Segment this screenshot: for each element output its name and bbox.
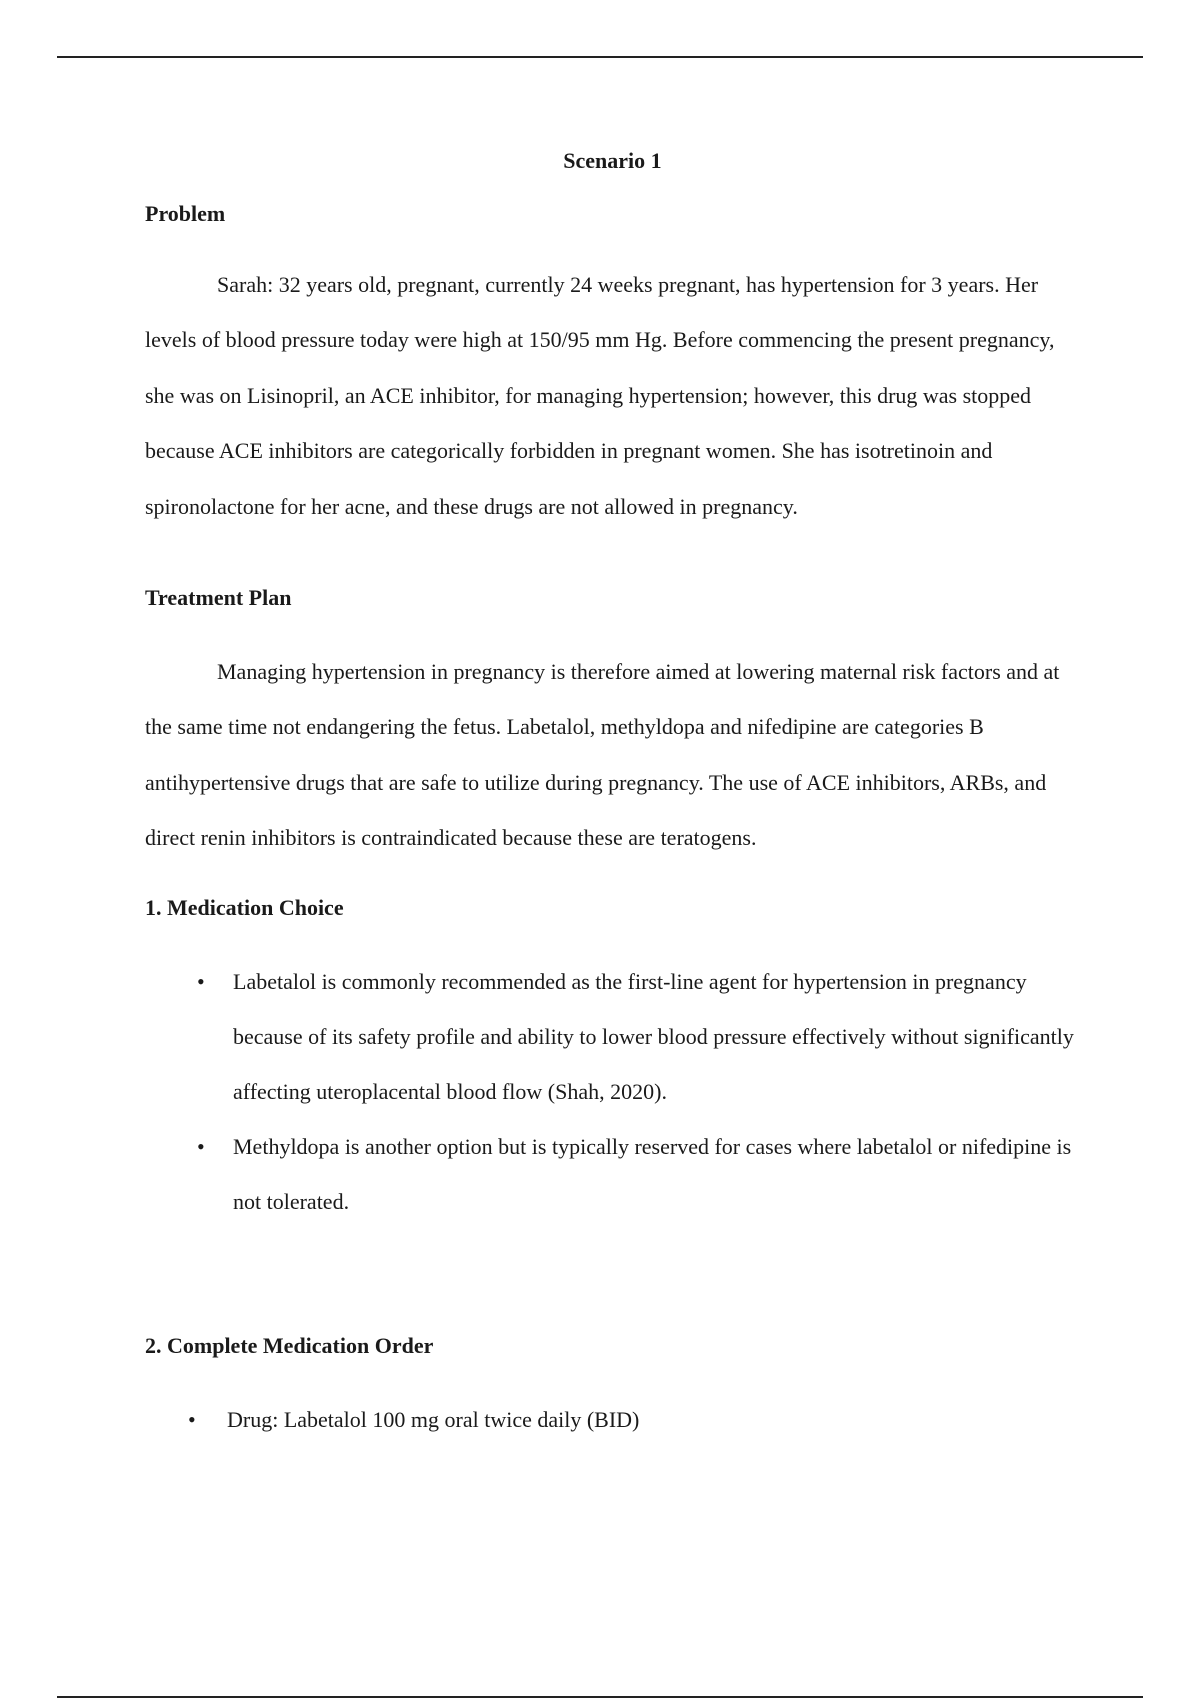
list-item-text: Methyldopa is another option but is typically reserved for cases where labetalol or nifedipine is not tolerated. bbox=[233, 1134, 1072, 1214]
medication-choice-list bbox=[145, 954, 1080, 1229]
list-item bbox=[145, 1392, 1080, 1447]
treatment-plan-paragraph bbox=[145, 644, 1080, 866]
problem-text: Sarah: 32 years old, pregnant, currently 24 weeks pregnant, has hypertension for 3 years. Her levels of blood pressure today were high at 150/95 mm Hg. Before commencing the present pregnancy, she was on Lisinopril, an ACE inhibitor, for managing hypertension; however, this drug was stopped because ACE inhibitors are categorically forbidden in pregnant women. She has isotretinoin and spironolactone for her acne, and these drugs are not allowed in pregnancy. bbox=[145, 272, 1055, 519]
bullet-icon: • bbox=[197, 1134, 205, 1159]
footer-rule bbox=[57, 1696, 1143, 1698]
list-item bbox=[145, 954, 1080, 1119]
section-heading-treatment-plan: Treatment Plan bbox=[145, 585, 292, 610]
bullet-icon: • bbox=[197, 969, 205, 994]
section-heading-problem: Problem bbox=[145, 201, 226, 226]
problem-paragraph bbox=[145, 257, 1080, 534]
page-title: Scenario 1 bbox=[563, 148, 662, 173]
list-item-text: Drug: Labetalol 100 mg oral twice daily (BID) bbox=[227, 1407, 640, 1432]
treatment-plan-text: Managing hypertension in pregnancy is therefore aimed at lowering maternal risk factors and at the same time not endangering the fetus. Labetalol, methyldopa and nifedipine are categories B antihypertensive drugs that are safe to utilize during pregnancy. The use of ACE inhibitors, ARBs, and direct renin inhibitors is contraindicated because these are teratogens. bbox=[145, 659, 1060, 851]
section-heading-medication-choice: 1. Medication Choice bbox=[145, 895, 344, 920]
list-item-text: Labetalol is commonly recommended as the first-line agent for hypertension in pregnancy because of its safety profile and ability to lower blood pressure effectively without significantly affecting uteroplacental blood flow (Shah, 2020). bbox=[233, 969, 1074, 1104]
bullet-icon: • bbox=[188, 1407, 196, 1432]
medication-order-list bbox=[145, 1392, 1080, 1447]
section-heading-medication-order: 2. Complete Medication Order bbox=[145, 1333, 434, 1358]
list-item bbox=[145, 1119, 1080, 1229]
header-rule bbox=[57, 56, 1143, 58]
